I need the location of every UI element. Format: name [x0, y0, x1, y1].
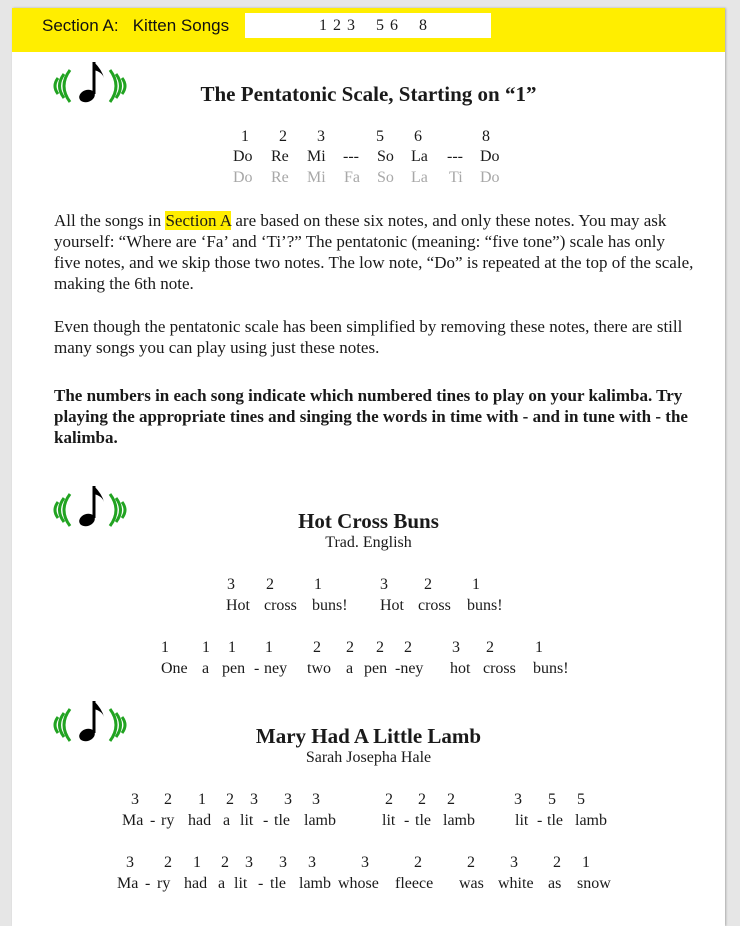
tine-number: 2 [266, 576, 274, 593]
tine-number: 3 [245, 854, 253, 871]
tine-number: 2 [376, 639, 384, 656]
tine-number: 1 [228, 639, 236, 656]
tine-number: 1 [472, 576, 480, 593]
lyric-word: - [150, 812, 156, 829]
song-title: Mary Had A Little Lamb [255, 724, 482, 748]
tine-number: 3 [312, 791, 320, 808]
solfege-note: Do [480, 148, 500, 165]
lyric-word: a [202, 660, 210, 677]
full-scale-note: Re [271, 169, 289, 186]
lyric-word: lamb [443, 812, 475, 829]
tine-number: 3 [380, 576, 388, 593]
lyric-word: white [498, 875, 534, 892]
section-a-highlight: Section A [165, 211, 232, 230]
lyric-word: was [459, 875, 484, 892]
lyric-word: Hot [226, 597, 250, 614]
lyric-word: fleece [395, 875, 434, 892]
solfege-note: --- [447, 148, 463, 165]
lyric-word: -ney [395, 660, 424, 677]
lyric-word: lit [382, 812, 396, 829]
scale-number: 3 [317, 128, 325, 145]
tine-number: 2 [385, 791, 393, 808]
lyric-word: had [188, 812, 212, 829]
scale-number: 1 [241, 128, 249, 145]
tine-number: 1 [202, 639, 210, 656]
tine-number-box [245, 13, 491, 38]
tine-number: 2 [346, 639, 354, 656]
tine-number: 3 [361, 854, 369, 871]
intro-text: are based on these six notes, and only these notes. You may ask yourself: “Where are ‘Fa’ and ‘Ti’?” The pentatonic (meaning: “five tone”) scale has only five notes, and we skip those two notes. The low note, “Do” is repeated at the top of the scale, making the 6th note. [54, 211, 694, 293]
intro-text: All the songs in [54, 211, 166, 230]
tine-number: 1 [582, 854, 590, 871]
lyric-word: tle [547, 812, 563, 829]
lyric-word: - [404, 812, 410, 829]
tine-number: 1 [535, 639, 543, 656]
tine-number: 2 [418, 791, 426, 808]
lyric-word: tle [274, 812, 290, 829]
lyric-word: pen [364, 660, 388, 677]
solfege-note: Mi [307, 148, 326, 165]
tine-number: 2 [221, 854, 229, 871]
scale-number: 6 [414, 128, 422, 145]
full-scale-note: Do [233, 169, 253, 186]
tine-number: 1 [198, 791, 206, 808]
solfege-note: Do [233, 148, 253, 165]
lyric-word: buns! [533, 660, 569, 677]
tine-number: 2 [447, 791, 455, 808]
lyric-word: lamb [299, 875, 331, 892]
lyric-word: cross [483, 660, 516, 677]
lyric-word: had [184, 875, 208, 892]
lyric-word: tle [415, 812, 431, 829]
tine-number: 3 [308, 854, 316, 871]
header-bar [12, 8, 725, 52]
tine-number: 3 [126, 854, 134, 871]
song-title: Hot Cross Buns [298, 509, 439, 533]
lyric-word: lamb [304, 812, 336, 829]
song-author: Sarah Josepha Hale [305, 749, 432, 766]
solfege-note: So [377, 148, 394, 165]
full-scale-note: So [377, 169, 394, 186]
tine-number: 2 [313, 639, 321, 656]
tine-number: 2 [226, 791, 234, 808]
tine-number: 5 [577, 791, 585, 808]
song-author: Trad. English [325, 534, 412, 551]
tine-number: 1 [314, 576, 322, 593]
tine-number: 2 [467, 854, 475, 871]
tine-number: 2 [486, 639, 494, 656]
full-scale-note: La [411, 169, 428, 186]
section-label: Section A: Kitten Songs [42, 16, 230, 35]
full-scale-note: Ti [449, 169, 463, 186]
lyric-word: pen [222, 660, 246, 677]
full-scale-note: Mi [307, 169, 326, 186]
lyric-word: a [218, 875, 226, 892]
tine-number: 3 [514, 791, 522, 808]
tine-number: 1 [265, 639, 273, 656]
lyric-word: - [145, 875, 151, 892]
tine-number: 2 [164, 791, 172, 808]
lyric-word: - [254, 660, 260, 677]
tine-numbers: 1 2 3 5 6 8 [319, 17, 428, 34]
lyric-word: buns! [467, 597, 503, 614]
lyric-word: lit [515, 812, 529, 829]
solfege-note: --- [343, 148, 359, 165]
tine-number: 3 [284, 791, 292, 808]
tine-number: 2 [164, 854, 172, 871]
lyric-word: whose [338, 875, 379, 892]
lyric-word: One [161, 660, 188, 677]
lyric-word: a [346, 660, 354, 677]
page [12, 8, 725, 926]
tine-number: 3 [250, 791, 258, 808]
full-scale-note: Fa [344, 169, 360, 186]
tine-number: 3 [279, 854, 287, 871]
lyric-word: ney [264, 660, 288, 677]
tine-number: 5 [548, 791, 556, 808]
lyric-word: buns! [312, 597, 348, 614]
lyric-word: hot [450, 660, 471, 677]
tine-number: 3 [452, 639, 460, 656]
tine-number: 1 [193, 854, 201, 871]
solfege-note: Re [271, 148, 289, 165]
tine-number: 2 [424, 576, 432, 593]
lyric-word: lit [240, 812, 254, 829]
tine-number: 2 [553, 854, 561, 871]
tine-number: 1 [161, 639, 169, 656]
lyric-word: cross [418, 597, 451, 614]
intro-paragraph-1 [54, 210, 694, 294]
full-scale-note: Do [480, 169, 500, 186]
lyric-word: two [307, 660, 331, 677]
lyric-word: lit [234, 875, 248, 892]
lyric-word: ry [157, 875, 171, 892]
lyric-word: Ma [122, 812, 144, 829]
solfege-note: La [411, 148, 428, 165]
lyric-word: - [263, 812, 269, 829]
lyric-word: as [548, 875, 562, 892]
lyric-word: Hot [380, 597, 404, 614]
scale-title: The Pentatonic Scale, Starting on “1” [200, 82, 537, 106]
lyric-word: lamb [575, 812, 607, 829]
scale-number: 5 [376, 128, 384, 145]
lyric-word: cross [264, 597, 297, 614]
lyric-word: ry [161, 812, 175, 829]
intro-paragraph-2: Even though the pentatonic scale has been simplified by removing these notes, there are still many songs you can play using just these notes. [54, 317, 683, 357]
lyric-word: snow [577, 875, 611, 892]
lyric-word: - [537, 812, 543, 829]
tine-number: 2 [404, 639, 412, 656]
lyric-word: - [258, 875, 264, 892]
lyric-word: tle [270, 875, 286, 892]
scale-number: 2 [279, 128, 287, 145]
tine-number: 3 [227, 576, 235, 593]
intro-paragraph-3: The numbers in each song indicate which numbered tines to play on your kalimba. Try playing the appropriate tines and singing the words in time with - and in tune with - the kalimba. [54, 386, 688, 447]
tine-number: 3 [131, 791, 139, 808]
tine-number: 2 [414, 854, 422, 871]
scale-number: 8 [482, 128, 490, 145]
tine-number: 3 [510, 854, 518, 871]
lyric-word: a [223, 812, 231, 829]
lyric-word: Ma [117, 875, 139, 892]
